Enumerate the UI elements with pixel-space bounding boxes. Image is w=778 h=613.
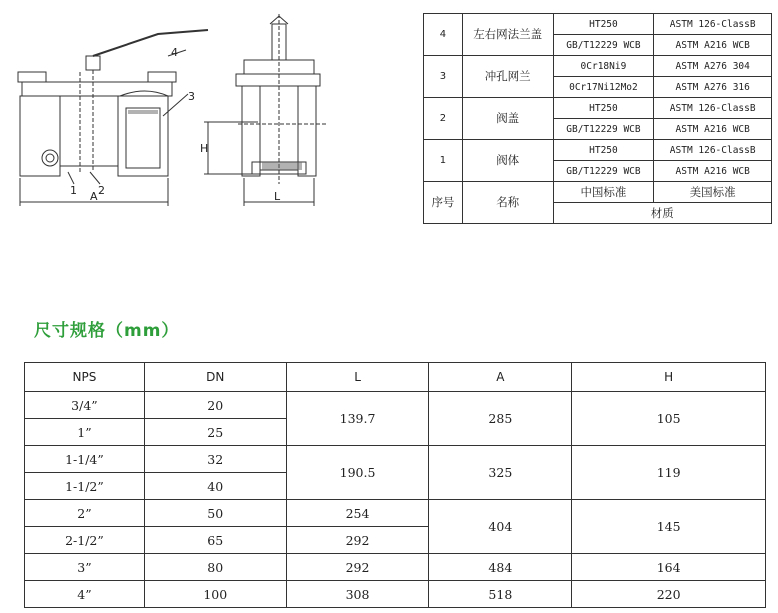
dn-cell: 50 [144,500,286,527]
dimensions-table [24,362,766,608]
row-number: 2 [424,98,463,140]
part-name: 左右网法兰盖 [462,14,553,56]
materials-row [424,56,772,77]
us-standard: ASTM 126-ClassB [654,98,772,119]
valve-drawing [8,12,408,212]
materials-row [424,98,772,119]
dimensions-title: 尺寸规格（mm） [34,321,180,341]
header-cn-standard: 中国标准 [553,182,654,203]
row-number: 3 [424,56,463,98]
us-standard: ASTM 126-ClassB [654,140,772,161]
a-cell: 285 [429,392,572,446]
table-row [25,581,766,608]
col-header-nps: NPS [25,363,145,392]
dim-label-h: H [200,142,209,155]
h-cell: 220 [572,581,766,608]
table-row [25,500,766,527]
us-standard: ASTM A216 WCB [654,35,772,56]
h-cell: 119 [572,446,766,500]
nps-cell: 3/4” [25,392,145,419]
col-header-h: H [572,363,766,392]
us-standard: ASTM A216 WCB [654,161,772,182]
l-cell: 190.5 [286,446,429,500]
nps-cell: 4” [25,581,145,608]
header-name: 名称 [462,182,553,224]
callout-3: 3 [188,90,195,103]
callout-2: 2 [98,184,105,197]
cn-standard: GB/T12229 WCB [553,161,654,182]
l-cell: 254 [286,500,429,527]
a-cell: 404 [429,500,572,554]
header-us-standard: 美国标准 [654,182,772,203]
nps-cell: 1” [25,419,145,446]
materials-header-row [424,182,772,203]
h-cell: 145 [572,500,766,554]
table-row [25,446,766,473]
materials-row [424,14,772,35]
cn-standard: GB/T12229 WCB [553,119,654,140]
dim-label-a: A [90,190,98,203]
dimensions-header-row [25,363,766,392]
dn-cell: 40 [144,473,286,500]
nps-cell: 2” [25,500,145,527]
l-cell: 292 [286,554,429,581]
us-standard: ASTM A276 304 [654,56,772,77]
l-cell: 139.7 [286,392,429,446]
cn-standard: 0Cr18Ni9 [553,56,654,77]
h-cell: 164 [572,554,766,581]
table-row [25,554,766,581]
header-number: 序号 [424,182,463,224]
cn-standard: HT250 [553,14,654,35]
row-number: 4 [424,14,463,56]
a-cell: 325 [429,446,572,500]
callout-1: 1 [70,184,77,197]
col-header-l: L [286,363,429,392]
dn-cell: 20 [144,392,286,419]
col-header-a: A [429,363,572,392]
l-cell: 308 [286,581,429,608]
table-row [25,392,766,419]
cn-standard: HT250 [553,140,654,161]
cn-standard: HT250 [553,98,654,119]
materials-table [423,13,772,224]
part-name: 阀盖 [462,98,553,140]
dn-cell: 25 [144,419,286,446]
materials-row [424,140,772,161]
a-cell: 518 [429,581,572,608]
nps-cell: 1-1/2” [25,473,145,500]
dim-label-l: L [274,190,281,203]
col-header-dn: DN [144,363,286,392]
cn-standard: 0Cr17Ni12Mo2 [553,77,654,98]
callout-4: 4 [171,46,178,59]
dn-cell: 100 [144,581,286,608]
h-cell: 105 [572,392,766,446]
nps-cell: 1-1/4” [25,446,145,473]
l-cell: 292 [286,527,429,554]
us-standard: ASTM 126-ClassB [654,14,772,35]
dn-cell: 32 [144,446,286,473]
header-material: 材质 [553,203,771,224]
part-name: 阀体 [462,140,553,182]
row-number: 1 [424,140,463,182]
nps-cell: 3” [25,554,145,581]
part-name: 冲孔网兰 [462,56,553,98]
dn-cell: 65 [144,527,286,554]
a-cell: 484 [429,554,572,581]
us-standard: ASTM A276 316 [654,77,772,98]
nps-cell: 2-1/2” [25,527,145,554]
dn-cell: 80 [144,554,286,581]
us-standard: ASTM A216 WCB [654,119,772,140]
cn-standard: GB/T12229 WCB [553,35,654,56]
